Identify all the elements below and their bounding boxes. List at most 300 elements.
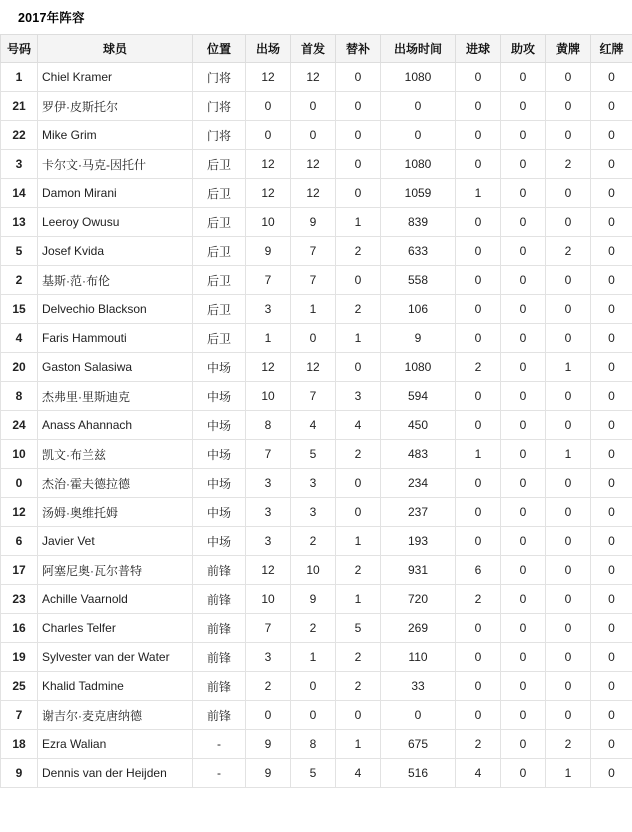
cell-number: 22 <box>1 121 38 150</box>
cell-appearances: 12 <box>246 179 291 208</box>
cell-position: 中场 <box>193 498 246 527</box>
cell-position: 后卫 <box>193 324 246 353</box>
cell-substitute: 2 <box>336 672 381 701</box>
cell-goals: 2 <box>456 730 501 759</box>
table-row <box>1 498 632 527</box>
cell-player-name: Ezra Walian <box>38 730 193 759</box>
cell-red-cards: 0 <box>591 585 632 614</box>
cell-minutes: 237 <box>381 498 456 527</box>
cell-minutes: 633 <box>381 237 456 266</box>
cell-number: 17 <box>1 556 38 585</box>
cell-appearances: 10 <box>246 208 291 237</box>
cell-minutes: 0 <box>381 121 456 150</box>
cell-position: 中场 <box>193 527 246 556</box>
cell-position: 门将 <box>193 121 246 150</box>
cell-starts: 7 <box>291 237 336 266</box>
cell-goals: 4 <box>456 759 501 788</box>
cell-goals: 0 <box>456 324 501 353</box>
cell-minutes: 0 <box>381 701 456 730</box>
cell-starts: 5 <box>291 440 336 469</box>
cell-substitute: 2 <box>336 643 381 672</box>
cell-substitute: 0 <box>336 150 381 179</box>
table-row <box>1 759 632 788</box>
cell-yellow-cards: 0 <box>546 643 591 672</box>
column-header-yellow-cards: 黄牌 <box>546 35 591 63</box>
table-row <box>1 585 632 614</box>
table-row <box>1 382 632 411</box>
cell-appearances: 3 <box>246 295 291 324</box>
cell-appearances: 3 <box>246 527 291 556</box>
cell-goals: 2 <box>456 353 501 382</box>
cell-number: 21 <box>1 92 38 121</box>
cell-yellow-cards: 1 <box>546 353 591 382</box>
cell-starts: 7 <box>291 382 336 411</box>
cell-goals: 0 <box>456 237 501 266</box>
cell-goals: 0 <box>456 63 501 92</box>
cell-substitute: 0 <box>336 179 381 208</box>
cell-goals: 0 <box>456 527 501 556</box>
table-body <box>1 63 632 788</box>
cell-goals: 1 <box>456 179 501 208</box>
table-row <box>1 469 632 498</box>
cell-red-cards: 0 <box>591 208 632 237</box>
cell-assists: 0 <box>501 759 546 788</box>
cell-number: 18 <box>1 730 38 759</box>
cell-number: 19 <box>1 643 38 672</box>
cell-starts: 1 <box>291 295 336 324</box>
cell-assists: 0 <box>501 527 546 556</box>
cell-goals: 0 <box>456 121 501 150</box>
cell-assists: 0 <box>501 614 546 643</box>
column-header-minutes: 出场时间 <box>381 35 456 63</box>
cell-minutes: 234 <box>381 469 456 498</box>
cell-minutes: 0 <box>381 92 456 121</box>
cell-assists: 0 <box>501 353 546 382</box>
table-row <box>1 730 632 759</box>
cell-minutes: 269 <box>381 614 456 643</box>
cell-assists: 0 <box>501 556 546 585</box>
cell-starts: 0 <box>291 324 336 353</box>
cell-yellow-cards: 0 <box>546 208 591 237</box>
cell-yellow-cards: 0 <box>546 672 591 701</box>
cell-position: - <box>193 759 246 788</box>
cell-appearances: 3 <box>246 469 291 498</box>
cell-appearances: 8 <box>246 411 291 440</box>
cell-assists: 0 <box>501 208 546 237</box>
column-header-red-cards: 红牌 <box>591 35 632 63</box>
cell-number: 23 <box>1 585 38 614</box>
cell-player-name: Anass Ahannach <box>38 411 193 440</box>
cell-appearances: 9 <box>246 730 291 759</box>
column-header-appearances: 出场 <box>246 35 291 63</box>
cell-substitute: 2 <box>336 295 381 324</box>
cell-goals: 0 <box>456 382 501 411</box>
page-title: 2017年阵容 <box>18 11 85 25</box>
cell-position: 中场 <box>193 440 246 469</box>
cell-appearances: 10 <box>246 382 291 411</box>
cell-goals: 0 <box>456 92 501 121</box>
cell-appearances: 0 <box>246 92 291 121</box>
squad-table <box>0 34 632 788</box>
cell-assists: 0 <box>501 92 546 121</box>
cell-minutes: 516 <box>381 759 456 788</box>
table-row <box>1 266 632 295</box>
cell-minutes: 33 <box>381 672 456 701</box>
cell-minutes: 594 <box>381 382 456 411</box>
cell-substitute: 2 <box>336 237 381 266</box>
cell-assists: 0 <box>501 440 546 469</box>
cell-minutes: 839 <box>381 208 456 237</box>
cell-goals: 2 <box>456 585 501 614</box>
column-header-player: 球员 <box>38 35 193 63</box>
table-row <box>1 411 632 440</box>
cell-substitute: 0 <box>336 63 381 92</box>
cell-starts: 3 <box>291 469 336 498</box>
column-header-substitute: 替补 <box>336 35 381 63</box>
cell-position: 前锋 <box>193 556 246 585</box>
cell-position: 中场 <box>193 382 246 411</box>
cell-yellow-cards: 1 <box>546 759 591 788</box>
cell-red-cards: 0 <box>591 353 632 382</box>
cell-yellow-cards: 0 <box>546 411 591 440</box>
cell-minutes: 193 <box>381 527 456 556</box>
cell-appearances: 7 <box>246 440 291 469</box>
cell-goals: 0 <box>456 701 501 730</box>
cell-minutes: 1080 <box>381 63 456 92</box>
cell-player-name: 罗伊·皮斯托尔 <box>38 92 193 121</box>
column-header-starts: 首发 <box>291 35 336 63</box>
cell-substitute: 3 <box>336 382 381 411</box>
cell-number: 0 <box>1 469 38 498</box>
cell-red-cards: 0 <box>591 672 632 701</box>
cell-yellow-cards: 0 <box>546 527 591 556</box>
cell-assists: 0 <box>501 469 546 498</box>
cell-minutes: 450 <box>381 411 456 440</box>
cell-red-cards: 0 <box>591 614 632 643</box>
cell-minutes: 110 <box>381 643 456 672</box>
cell-assists: 0 <box>501 701 546 730</box>
cell-number: 14 <box>1 179 38 208</box>
cell-starts: 12 <box>291 63 336 92</box>
cell-goals: 0 <box>456 411 501 440</box>
cell-yellow-cards: 0 <box>546 92 591 121</box>
cell-substitute: 5 <box>336 614 381 643</box>
table-row <box>1 63 632 92</box>
table-row <box>1 440 632 469</box>
cell-position: 后卫 <box>193 295 246 324</box>
table-row <box>1 179 632 208</box>
cell-appearances: 12 <box>246 63 291 92</box>
header-row <box>1 35 632 63</box>
cell-starts: 9 <box>291 208 336 237</box>
cell-yellow-cards: 0 <box>546 324 591 353</box>
table-row <box>1 614 632 643</box>
cell-position: 后卫 <box>193 208 246 237</box>
cell-starts: 12 <box>291 150 336 179</box>
cell-assists: 0 <box>501 411 546 440</box>
cell-number: 16 <box>1 614 38 643</box>
table-row <box>1 527 632 556</box>
table-row <box>1 295 632 324</box>
cell-position: 中场 <box>193 469 246 498</box>
cell-starts: 1 <box>291 643 336 672</box>
cell-position: 后卫 <box>193 237 246 266</box>
cell-assists: 0 <box>501 237 546 266</box>
cell-assists: 0 <box>501 672 546 701</box>
column-header-assists: 助攻 <box>501 35 546 63</box>
cell-substitute: 4 <box>336 411 381 440</box>
table-row <box>1 672 632 701</box>
cell-substitute: 0 <box>336 121 381 150</box>
cell-player-name: Khalid Tadmine <box>38 672 193 701</box>
cell-starts: 12 <box>291 179 336 208</box>
cell-number: 3 <box>1 150 38 179</box>
cell-goals: 0 <box>456 295 501 324</box>
cell-number: 7 <box>1 701 38 730</box>
cell-assists: 0 <box>501 150 546 179</box>
cell-position: 前锋 <box>193 643 246 672</box>
cell-goals: 0 <box>456 150 501 179</box>
cell-substitute: 0 <box>336 498 381 527</box>
cell-assists: 0 <box>501 730 546 759</box>
cell-red-cards: 0 <box>591 266 632 295</box>
cell-player-name: Javier Vet <box>38 527 193 556</box>
cell-red-cards: 0 <box>591 324 632 353</box>
cell-starts: 2 <box>291 614 336 643</box>
cell-assists: 0 <box>501 295 546 324</box>
cell-substitute: 0 <box>336 266 381 295</box>
table-row <box>1 701 632 730</box>
cell-position: 门将 <box>193 92 246 121</box>
cell-red-cards: 0 <box>591 759 632 788</box>
cell-appearances: 12 <box>246 150 291 179</box>
cell-player-name: Chiel Kramer <box>38 63 193 92</box>
cell-starts: 8 <box>291 730 336 759</box>
cell-player-name: Delvechio Blackson <box>38 295 193 324</box>
table-row <box>1 324 632 353</box>
cell-assists: 0 <box>501 63 546 92</box>
cell-player-name: 汤姆·奥维托姆 <box>38 498 193 527</box>
cell-number: 25 <box>1 672 38 701</box>
cell-starts: 5 <box>291 759 336 788</box>
cell-substitute: 1 <box>336 730 381 759</box>
cell-red-cards: 0 <box>591 150 632 179</box>
cell-assists: 0 <box>501 179 546 208</box>
cell-minutes: 931 <box>381 556 456 585</box>
cell-starts: 10 <box>291 556 336 585</box>
cell-position: 中场 <box>193 353 246 382</box>
cell-appearances: 1 <box>246 324 291 353</box>
cell-goals: 6 <box>456 556 501 585</box>
cell-red-cards: 0 <box>591 121 632 150</box>
cell-player-name: 凯文·布兰兹 <box>38 440 193 469</box>
column-header-goals: 进球 <box>456 35 501 63</box>
table-row <box>1 92 632 121</box>
cell-starts: 3 <box>291 498 336 527</box>
cell-appearances: 7 <box>246 266 291 295</box>
table-row <box>1 121 632 150</box>
cell-red-cards: 0 <box>591 469 632 498</box>
cell-minutes: 675 <box>381 730 456 759</box>
cell-number: 8 <box>1 382 38 411</box>
cell-number: 10 <box>1 440 38 469</box>
cell-substitute: 1 <box>336 527 381 556</box>
cell-yellow-cards: 0 <box>546 382 591 411</box>
table-row <box>1 353 632 382</box>
cell-red-cards: 0 <box>591 440 632 469</box>
cell-position: 前锋 <box>193 701 246 730</box>
cell-position: 中场 <box>193 411 246 440</box>
cell-position: 前锋 <box>193 614 246 643</box>
cell-starts: 0 <box>291 121 336 150</box>
cell-player-name: 杰治·霍夫德拉德 <box>38 469 193 498</box>
cell-player-name: 基斯·范·布伦 <box>38 266 193 295</box>
cell-starts: 0 <box>291 701 336 730</box>
cell-appearances: 0 <box>246 701 291 730</box>
cell-player-name: Achille Vaarnold <box>38 585 193 614</box>
cell-appearances: 7 <box>246 614 291 643</box>
cell-position: 后卫 <box>193 179 246 208</box>
cell-yellow-cards: 0 <box>546 266 591 295</box>
cell-appearances: 12 <box>246 353 291 382</box>
cell-appearances: 0 <box>246 121 291 150</box>
cell-assists: 0 <box>501 382 546 411</box>
table-row <box>1 556 632 585</box>
cell-red-cards: 0 <box>591 498 632 527</box>
cell-substitute: 1 <box>336 324 381 353</box>
cell-number: 4 <box>1 324 38 353</box>
cell-appearances: 12 <box>246 556 291 585</box>
cell-goals: 0 <box>456 208 501 237</box>
cell-minutes: 483 <box>381 440 456 469</box>
cell-starts: 7 <box>291 266 336 295</box>
cell-number: 20 <box>1 353 38 382</box>
cell-appearances: 9 <box>246 237 291 266</box>
cell-goals: 0 <box>456 643 501 672</box>
cell-red-cards: 0 <box>591 527 632 556</box>
cell-minutes: 9 <box>381 324 456 353</box>
cell-number: 1 <box>1 63 38 92</box>
cell-yellow-cards: 2 <box>546 730 591 759</box>
cell-yellow-cards: 2 <box>546 237 591 266</box>
cell-starts: 2 <box>291 527 336 556</box>
cell-substitute: 1 <box>336 585 381 614</box>
table-row <box>1 208 632 237</box>
cell-goals: 0 <box>456 672 501 701</box>
cell-goals: 0 <box>456 498 501 527</box>
table-row <box>1 150 632 179</box>
cell-number: 9 <box>1 759 38 788</box>
cell-red-cards: 0 <box>591 556 632 585</box>
cell-player-name: Gaston Salasiwa <box>38 353 193 382</box>
cell-red-cards: 0 <box>591 92 632 121</box>
cell-player-name: Damon Mirani <box>38 179 193 208</box>
cell-player-name: Leeroy Owusu <box>38 208 193 237</box>
cell-red-cards: 0 <box>591 237 632 266</box>
cell-substitute: 0 <box>336 353 381 382</box>
cell-yellow-cards: 0 <box>546 498 591 527</box>
cell-assists: 0 <box>501 324 546 353</box>
cell-player-name: 阿塞尼奥·瓦尔普特 <box>38 556 193 585</box>
cell-yellow-cards: 0 <box>546 701 591 730</box>
cell-red-cards: 0 <box>591 411 632 440</box>
cell-yellow-cards: 0 <box>546 614 591 643</box>
cell-minutes: 558 <box>381 266 456 295</box>
cell-minutes: 1059 <box>381 179 456 208</box>
cell-substitute: 0 <box>336 701 381 730</box>
cell-number: 24 <box>1 411 38 440</box>
cell-number: 6 <box>1 527 38 556</box>
cell-minutes: 720 <box>381 585 456 614</box>
cell-position: 前锋 <box>193 672 246 701</box>
column-header-position: 位置 <box>193 35 246 63</box>
cell-red-cards: 0 <box>591 179 632 208</box>
cell-position: 前锋 <box>193 585 246 614</box>
cell-assists: 0 <box>501 643 546 672</box>
cell-yellow-cards: 0 <box>546 585 591 614</box>
cell-number: 13 <box>1 208 38 237</box>
cell-goals: 1 <box>456 440 501 469</box>
cell-minutes: 106 <box>381 295 456 324</box>
cell-goals: 0 <box>456 469 501 498</box>
cell-substitute: 4 <box>336 759 381 788</box>
cell-assists: 0 <box>501 121 546 150</box>
cell-yellow-cards: 0 <box>546 556 591 585</box>
cell-substitute: 2 <box>336 556 381 585</box>
cell-red-cards: 0 <box>591 730 632 759</box>
cell-substitute: 0 <box>336 92 381 121</box>
cell-assists: 0 <box>501 498 546 527</box>
cell-red-cards: 0 <box>591 382 632 411</box>
cell-appearances: 3 <box>246 643 291 672</box>
cell-player-name: Dennis van der Heijden <box>38 759 193 788</box>
cell-position: 后卫 <box>193 150 246 179</box>
cell-substitute: 1 <box>336 208 381 237</box>
cell-player-name: Josef Kvida <box>38 237 193 266</box>
table-row <box>1 643 632 672</box>
cell-player-name: 谢吉尔·麦克唐纳德 <box>38 701 193 730</box>
cell-position: 门将 <box>193 63 246 92</box>
cell-yellow-cards: 0 <box>546 63 591 92</box>
cell-player-name: 杰弗里·里斯迪克 <box>38 382 193 411</box>
cell-player-name: 卡尔文·马克-因托什 <box>38 150 193 179</box>
cell-yellow-cards: 0 <box>546 121 591 150</box>
cell-appearances: 10 <box>246 585 291 614</box>
column-header-number: 号码 <box>1 35 38 63</box>
cell-number: 5 <box>1 237 38 266</box>
cell-number: 12 <box>1 498 38 527</box>
cell-yellow-cards: 0 <box>546 469 591 498</box>
cell-assists: 0 <box>501 585 546 614</box>
cell-starts: 9 <box>291 585 336 614</box>
cell-appearances: 9 <box>246 759 291 788</box>
cell-player-name: Faris Hammouti <box>38 324 193 353</box>
cell-position: 后卫 <box>193 266 246 295</box>
cell-number: 2 <box>1 266 38 295</box>
cell-yellow-cards: 2 <box>546 150 591 179</box>
cell-starts: 4 <box>291 411 336 440</box>
cell-substitute: 0 <box>336 469 381 498</box>
cell-minutes: 1080 <box>381 150 456 179</box>
cell-player-name: Mike Grim <box>38 121 193 150</box>
cell-player-name: Sylvester van der Water <box>38 643 193 672</box>
cell-assists: 0 <box>501 266 546 295</box>
cell-starts: 0 <box>291 672 336 701</box>
cell-red-cards: 0 <box>591 701 632 730</box>
cell-yellow-cards: 0 <box>546 179 591 208</box>
cell-red-cards: 0 <box>591 643 632 672</box>
cell-goals: 0 <box>456 266 501 295</box>
